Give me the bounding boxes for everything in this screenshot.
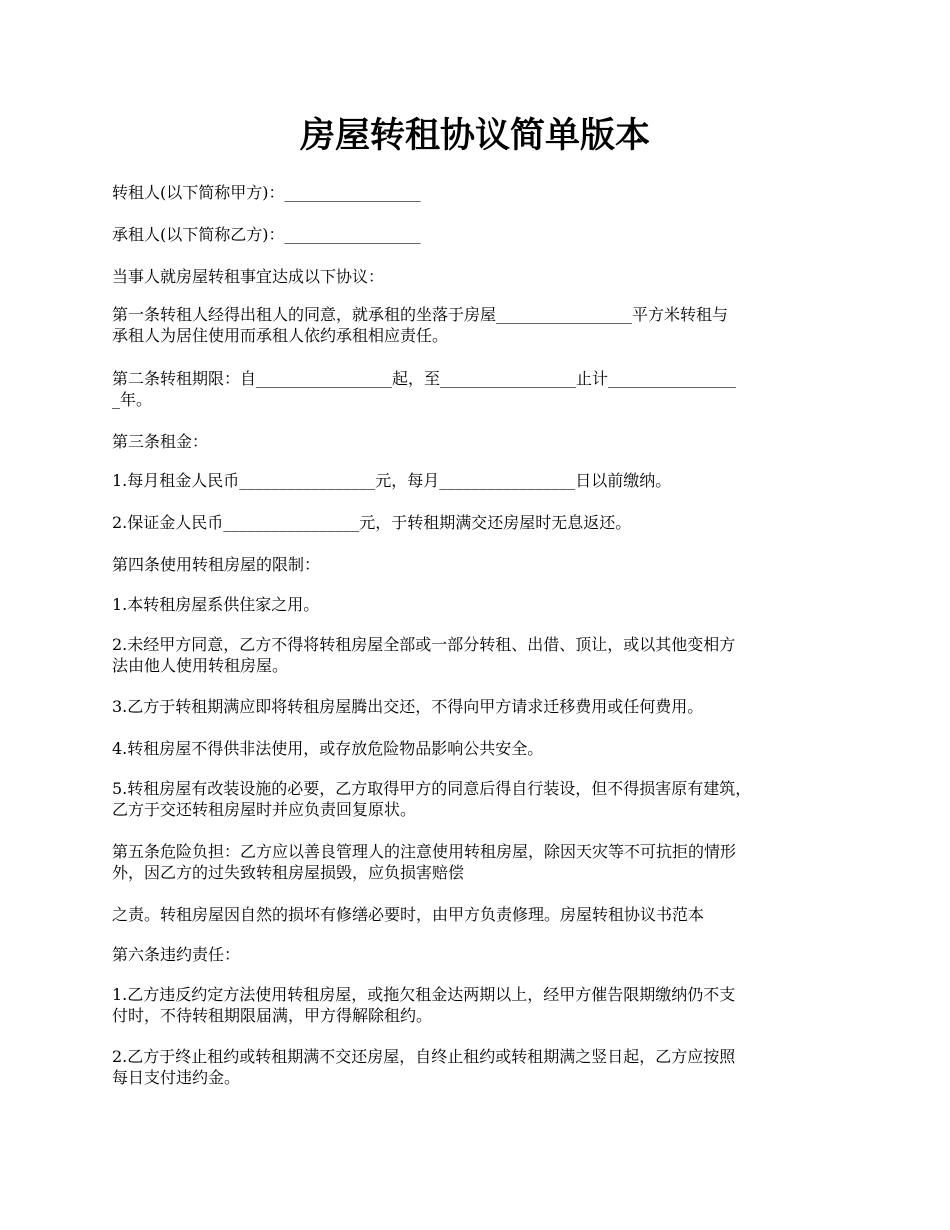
clause-sublessee: 承租人(以下简称乙方)：_________________ [112, 225, 421, 244]
clause-intro: 当事人就房屋转租事宜达成以下协议： [112, 267, 385, 286]
clause-article-6: 第六条违约责任： [112, 945, 241, 964]
clause-deposit: 2.保证金人民币_________________元，于转租期满交还房屋时无息返还。 [112, 513, 632, 532]
clause-rent-monthly: 1.每月租金人民币_________________元，每月_________________日以前缴纳。 [112, 471, 672, 490]
document-title: 房屋转租协议简单版本 [299, 115, 650, 156]
clause-use-2: 2.未经甲方同意，乙方不得将转租房屋全部或一部分转租、出借、顶让，或以其他变相方 法由他人使用转租房屋。 [112, 635, 736, 675]
clause-article-1: 第一条转租人经得出租人的同意，就承租的坐落于房屋_________________平方米转租与 承租人为居住使用而承租人依约承租相应责任。 [112, 305, 729, 345]
clause-use-5: 5.转租房屋有改装设施的必要，乙方取得甲方的同意后得自行装设，但不得损害原有建筑， 乙方于交还转租房屋时并应负责回复原状。 [112, 779, 752, 819]
clause-article-2: 第二条转租期限：自_________________起，至_________________止计________________ _年。 [112, 369, 737, 409]
clause-use-4: 4.转租房屋不得供非法使用，或存放危险物品影响公共安全。 [112, 739, 544, 758]
clause-article-3: 第三条租金： [112, 432, 209, 451]
clause-use-1: 1.本转租房屋系供住家之用。 [112, 595, 320, 614]
clause-article-4: 第四条使用转租房屋的限制： [112, 555, 321, 574]
clause-sublessor: 转租人(以下简称甲方)：_________________ [112, 183, 421, 202]
clause-article-5-cont: 之责。转租房屋因自然的损坏有修缮必要时，由甲方负责修理。房屋转租协议书范本 [112, 905, 705, 924]
clause-breach-1: 1.乙方违反约定方法使用转租房屋，或拖欠租金达两期以上，经甲方催告限期缴纳仍不支 付时，不待转租期限届满，甲方得解除租约。 [112, 985, 736, 1025]
clause-article-5: 第五条危险负担：乙方应以善良管理人的注意使用转租房屋，除因天灾等不可抗拒的情形 外，因乙方的过失致转租房屋损毁，应负损害赔偿 [112, 842, 737, 882]
clause-breach-2: 2.乙方于终止租约或转租期满不交还房屋，自终止租约或转租期满之竖日起，乙方应按照 每日支付违约金。 [112, 1047, 736, 1087]
clause-use-3: 3.乙方于转租期满应即将转租房屋腾出交还，不得向甲方请求迁移费用或任何费用。 [112, 697, 704, 716]
